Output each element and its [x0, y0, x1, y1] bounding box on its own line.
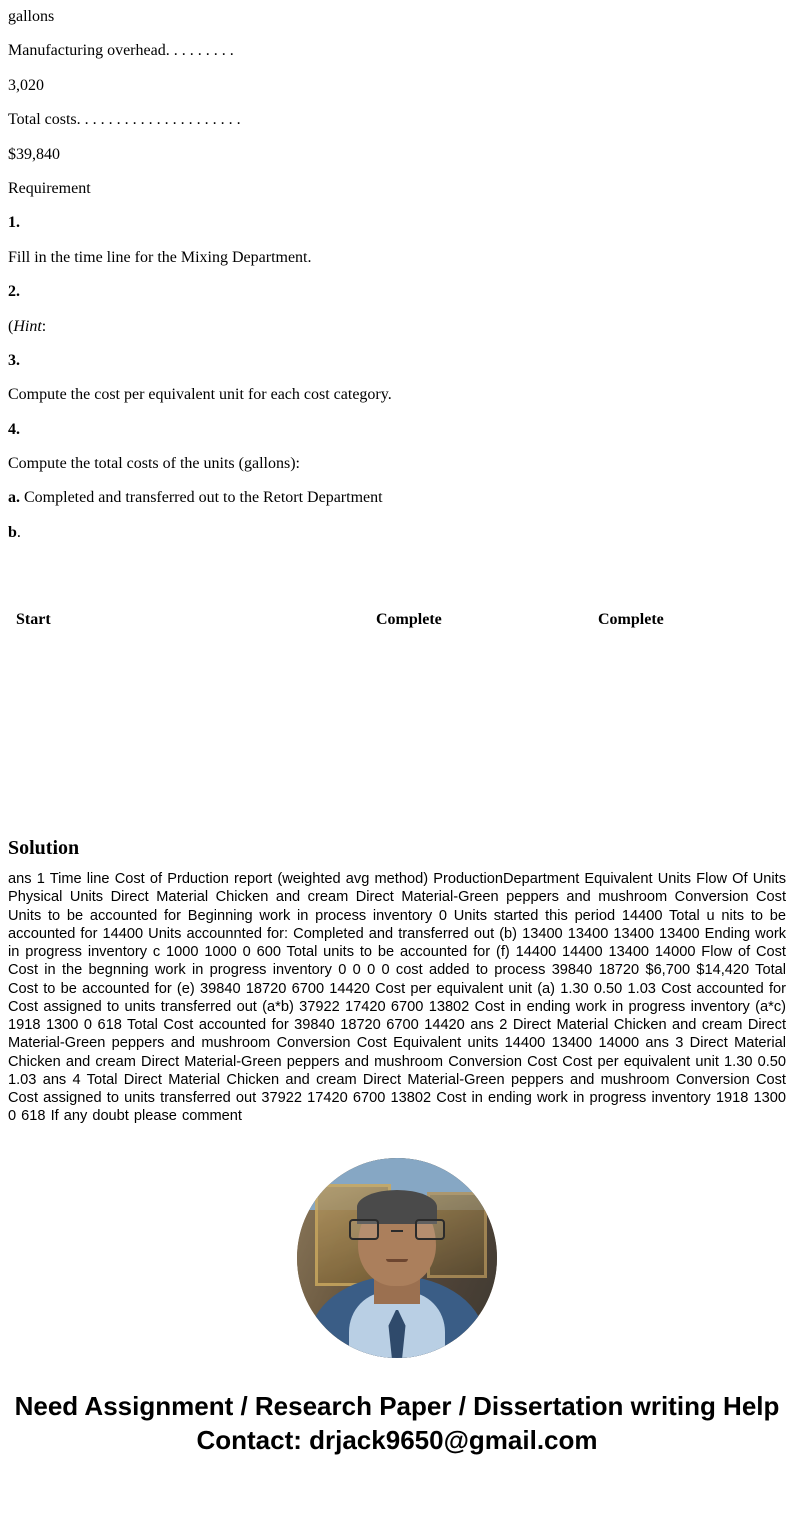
- requirement-3-text: Compute the cost per equivalent unit for each cost category.: [8, 386, 392, 404]
- requirement-4a: [8, 481, 786, 515]
- text-line-total-costs: Total costs. . . . . . . . . . . . . . . . . . . . .: [8, 111, 241, 129]
- requirement-1-number: 1.: [8, 214, 20, 232]
- requirement-4b: [8, 516, 786, 550]
- text-line-manufacturing-overhead: Manufacturing overhead. . . . . . . . .: [8, 42, 234, 60]
- requirement-4a-label: a.: [8, 489, 20, 507]
- text-line-requirement: Requirement: [8, 179, 91, 197]
- text-line-gallons: gallons: [8, 8, 55, 25]
- avatar: [297, 1158, 497, 1358]
- footer-headline: Need Assignment / Research Paper / Dissertation writing Help: [14, 1390, 780, 1421]
- avatar-glasses-right-lens: [415, 1219, 445, 1240]
- requirement-3-number: 3.: [8, 351, 20, 369]
- requirement-4-number: 4.: [8, 420, 20, 438]
- text-line-total-amount: $39,840: [8, 145, 60, 163]
- footer-contact-block: [8, 1373, 786, 1476]
- requirement-4b-text: .: [16, 523, 21, 541]
- requirement-2-number: 2.: [8, 283, 20, 301]
- timeline-start-label: Start: [16, 611, 51, 629]
- requirement-4a-text: Completed and transferred out to the Retort Department: [24, 489, 383, 507]
- text-line-overhead-amount: 3,020: [8, 76, 44, 94]
- requirement-4-text: Compute the total costs of the units (gallons):: [8, 455, 300, 473]
- solution-answer-text: ans 1 Time line Cost of Prduction report (weighted avg method) ProductionDepartment Equivalent Units Flow Of Units Physical Units Direct Material Chicken and cream Direct Material-Green peppers and mushroom Conversion Cost Units to be accounted for Beginning work in process inventory 0 Units started this period 14400 Total u nits to be accounted for 14400 Units accounnted for: Completed and transferred out (b) 13400 13400 13400 13400 Ending work in progress inventory c 1000 1000 0 600 Total units to be accounted for (f) 14400 14400 13400 14000 Flow of Cost Cost in the begnning work in progress inventory 0 0 0 0 cost added to process 39840 18720 $6,700 $14,420 Total Cost to be accounted for (e) 39840 18720 6700 14420 Cost per equivalent unit (a) 1.30 0.50 1.03 Cost accounted for Cost assigned to units transferred out (a*b) 37922 17420 6700 13802 Cost in ending work in progress inventory (a*c) 1918 1300 0 618 Total Cost accounted for 39840 18720 6700 14420 ans 2 Direct Material Chicken and cream Direct Material-Green peppers and mushroom Conversion Cost Equivalent units 14400 13400 14000 ans 3 Direct Material Chicken and cream Direct Material-Green peppers and mushroom Conversion Cost Cost per equivalent unit 1.30 0.50 1.03 ans 4 Total Direct Material Chicken and cream Direct Material-Green peppers and mushroom Conversion Cost Cost assigned to units transferred out 37922 17420 6700 13802 Cost in ending work in progress inventory 1918 1300 0 618 If any doubt please comment: [8, 871, 786, 1125]
- timeline-end-label: Complete: [598, 611, 664, 629]
- timeline-mid-label: Complete: [376, 611, 442, 629]
- blank-answer-space: [8, 650, 786, 830]
- hint-open-paren: (: [8, 317, 14, 335]
- solution-heading: Solution: [8, 837, 80, 860]
- footer-contact-email[interactable]: Contact: drjack9650@gmail.com: [196, 1425, 598, 1456]
- avatar-mouth: [386, 1259, 408, 1262]
- timeline-diagram: [8, 610, 786, 650]
- requirement-2-hint: [8, 310, 786, 344]
- requirement-4b-label: b: [8, 523, 17, 541]
- requirement-1-text: Fill in the time line for the Mixing Department.: [8, 248, 312, 266]
- avatar-glasses-left-lens: [349, 1219, 379, 1240]
- hint-word: Hint: [13, 317, 42, 335]
- avatar-glasses-bridge: [391, 1230, 403, 1232]
- avatar-container: [8, 1136, 786, 1373]
- hint-colon: :: [41, 317, 47, 335]
